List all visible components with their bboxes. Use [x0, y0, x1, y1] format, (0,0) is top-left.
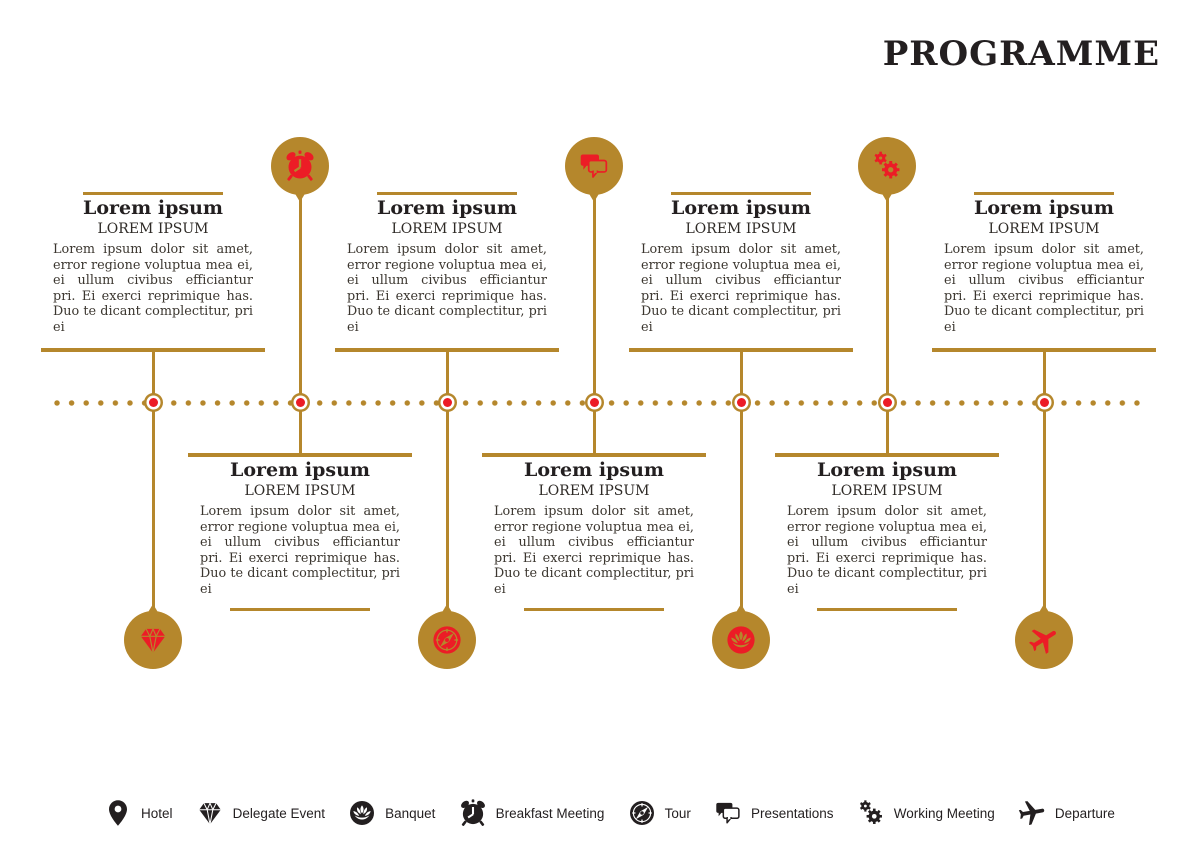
connector-line: [886, 197, 889, 455]
timeline-node: [149, 398, 158, 407]
timeline-node: [737, 398, 746, 407]
legend-item-working-meeting: [856, 798, 995, 828]
legend-label: Banquet: [385, 805, 436, 821]
diamond-icon: [124, 611, 182, 669]
event-subtitle: LOREM IPSUM: [538, 483, 650, 499]
event-description: Lorem ipsum dolor sit amet, error regione voluptua mea ei, ei ullum civibus efficiantur pri. Ei exerci reprimique has. Duo te dicant complectitur, pri ei: [944, 242, 1144, 335]
lotus-icon: [347, 798, 377, 828]
timeline-node: [296, 398, 305, 407]
event-description: Lorem ipsum dolor sit amet, error regione voluptua mea ei, ei ullum civibus efficiantur pri. Ei exerci reprimique has. Duo te dicant complectitur, pri ei: [494, 504, 694, 597]
connector-line: [152, 352, 155, 614]
alarm-clock-icon: [271, 137, 329, 195]
event-title: Lorem ipsum: [974, 197, 1114, 219]
legend-item-tour: [627, 798, 691, 828]
timeline-node: [443, 398, 452, 407]
connector-line: [593, 197, 596, 455]
legend-label: Hotel: [141, 805, 173, 821]
timeline-node: [590, 398, 599, 407]
legend-item-delegate-event: [195, 798, 325, 828]
timeline-dotted-line: [54, 400, 1146, 406]
legend-label: Delegate Event: [232, 805, 325, 821]
event-description: Lorem ipsum dolor sit amet, error regione voluptua mea ei, ei ullum civibus efficiantur pri. Ei exerci reprimique has. Duo te dicant complectitur, pri ei: [641, 242, 841, 335]
gears-icon: [858, 137, 916, 195]
legend-label: Presentations: [750, 805, 834, 821]
event-description: Lorem ipsum dolor sit amet, error regione voluptua mea ei, ei ullum civibus efficiantur pri. Ei exerci reprimique has. Duo te dicant complectitur, pri ei: [53, 242, 253, 335]
airplane-icon: [1015, 796, 1050, 831]
timeline-node: [883, 398, 892, 407]
legend-item-breakfast-meeting: [458, 798, 605, 828]
legend-item-hotel: [103, 798, 173, 828]
legend-item-banquet: [347, 798, 435, 828]
event-subtitle: LOREM IPSUM: [831, 483, 943, 499]
page-title: PROGRAMME: [882, 34, 1160, 74]
divider-line: [974, 192, 1114, 195]
map-pin-icon: [103, 798, 133, 828]
compass-icon: [418, 611, 476, 669]
alarm-clock-icon: [458, 798, 488, 828]
event-description: Lorem ipsum dolor sit amet, error regione voluptua mea ei, ei ullum civibus efficiantur pri. Ei exerci reprimique has. Duo te dicant complectitur, pri ei: [787, 504, 987, 597]
connector-line: [740, 352, 743, 614]
event-description: Lorem ipsum dolor sit amet, error regione voluptua mea ei, ei ullum civibus efficiantur pri. Ei exerci reprimique has. Duo te dicant complectitur, pri ei: [347, 242, 547, 335]
event-description: Lorem ipsum dolor sit amet, error regione voluptua mea ei, ei ullum civibus efficiantur pri. Ei exerci reprimique has. Duo te dicant complectitur, pri ei: [200, 504, 400, 597]
lotus-icon: [712, 611, 770, 669]
speech-bubbles-icon: [565, 137, 623, 195]
event-title: Lorem ipsum: [83, 197, 223, 219]
connector-line: [446, 352, 449, 614]
event-title: Lorem ipsum: [524, 459, 664, 481]
event-title: Lorem ipsum: [817, 459, 957, 481]
event-title: Lorem ipsum: [377, 197, 517, 219]
connector-line: [299, 197, 302, 455]
legend: [103, 794, 1115, 832]
event-title: Lorem ipsum: [671, 197, 811, 219]
compass-icon: [627, 798, 657, 828]
legend-label: Departure: [1054, 805, 1115, 821]
legend-item-presentations: [713, 798, 834, 828]
gears-icon: [856, 798, 886, 828]
diamond-icon: [195, 798, 225, 828]
legend-item-departure: [1017, 798, 1115, 828]
event-subtitle: LOREM IPSUM: [685, 221, 797, 237]
event-subtitle: LOREM IPSUM: [97, 221, 209, 237]
legend-label: Tour: [664, 805, 691, 821]
connector-line: [1043, 352, 1046, 614]
timeline-column: [932, 0, 1156, 780]
event-title: Lorem ipsum: [230, 459, 370, 481]
legend-label: Working Meeting: [893, 805, 995, 821]
event-subtitle: LOREM IPSUM: [391, 221, 503, 237]
event-subtitle: LOREM IPSUM: [988, 221, 1100, 237]
event-subtitle: LOREM IPSUM: [244, 483, 356, 499]
legend-label: Breakfast Meeting: [495, 805, 605, 821]
airplane-icon: [1015, 611, 1073, 669]
timeline-node: [1040, 398, 1049, 407]
speech-bubbles-icon: [713, 798, 743, 828]
